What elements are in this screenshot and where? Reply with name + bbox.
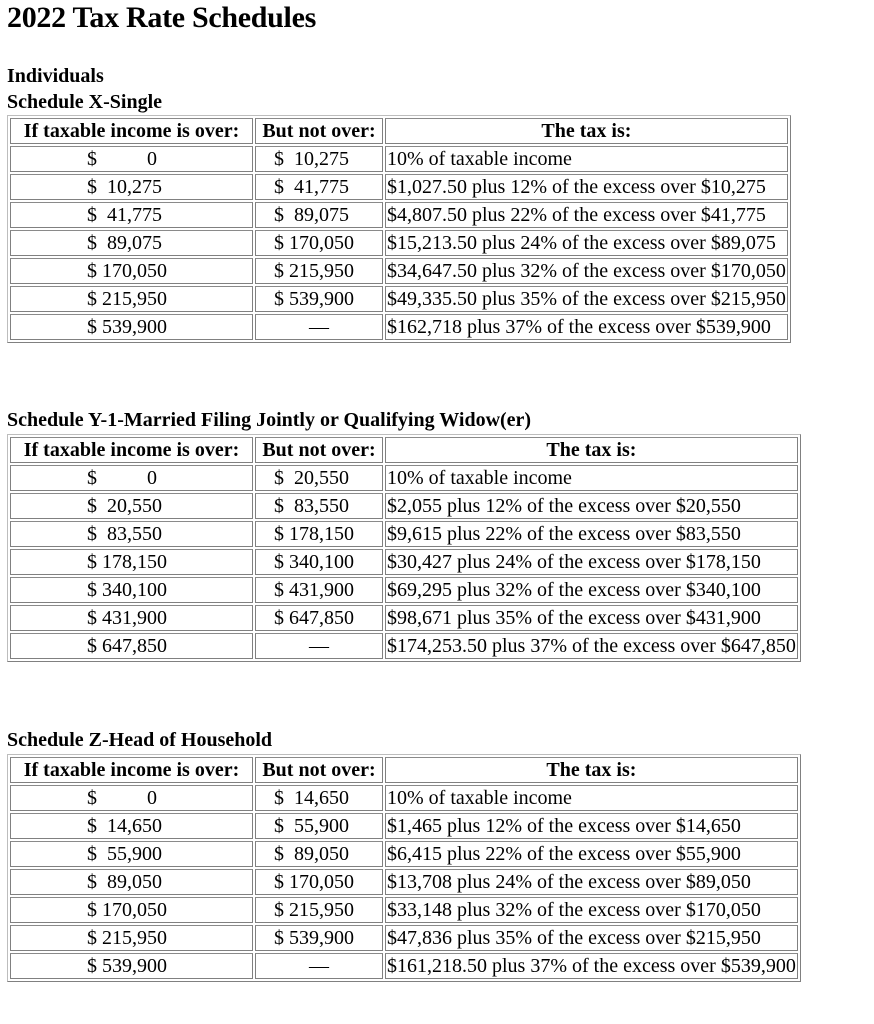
cell-not-over xyxy=(255,869,383,895)
table-row xyxy=(10,841,798,867)
cell-tax-is: 10% of taxable income xyxy=(385,146,788,172)
table-row xyxy=(10,577,798,603)
table-header-row xyxy=(10,757,798,783)
cell-not-over xyxy=(255,897,383,923)
cell-income-over xyxy=(10,314,253,340)
header-income-over: If taxable income is over: xyxy=(10,757,253,783)
cell-income-over xyxy=(10,521,253,547)
cell-income-over xyxy=(10,230,253,256)
cell-tax-is: $1,465 plus 12% of the excess over $14,650 xyxy=(385,813,798,839)
cell-tax-is: $2,055 plus 12% of the excess over $20,550 xyxy=(385,493,798,519)
table-header-row xyxy=(10,118,788,144)
cell-tax-is: $13,708 plus 24% of the excess over $89,050 xyxy=(385,869,798,895)
header-income-over: If taxable income is over: xyxy=(10,118,253,144)
income-over-value: $ 14,650 xyxy=(87,815,162,837)
not-over-value: $ 14,650 xyxy=(274,787,349,809)
table-row xyxy=(10,785,798,811)
cell-not-over xyxy=(255,493,383,519)
schedule-x-table xyxy=(7,115,791,343)
cell-income-over xyxy=(10,925,253,951)
table-row xyxy=(10,258,788,284)
income-over-value: $ 539,900 xyxy=(87,955,167,977)
table-header-row xyxy=(10,437,798,463)
income-over-value: $ 170,050 xyxy=(87,899,167,921)
not-over-value: $ 170,050 xyxy=(274,871,354,893)
cell-tax-is: $174,253.50 plus 37% of the excess over $647,850 xyxy=(387,635,796,657)
table-row xyxy=(10,493,798,519)
schedule-x-title: Schedule X-Single xyxy=(7,91,163,113)
cell-not-over xyxy=(255,286,383,312)
income-over-value: $ 10,275 xyxy=(87,176,162,198)
section-label-individuals: Individuals xyxy=(7,65,104,87)
income-over-value: $ 539,900 xyxy=(87,316,167,338)
page-title: 2022 Tax Rate Schedules xyxy=(7,1,316,34)
not-over-value: — xyxy=(309,635,329,657)
income-over-value: $ 0 xyxy=(87,467,157,489)
cell-not-over xyxy=(255,785,383,811)
not-over-value: $ 89,050 xyxy=(274,843,349,865)
table-row xyxy=(10,813,798,839)
not-over-value: $ 539,900 xyxy=(274,927,354,949)
income-over-value: $ 20,550 xyxy=(87,495,162,517)
table-row xyxy=(10,465,798,491)
cell-income-over xyxy=(10,841,253,867)
header-not-over: But not over: xyxy=(255,118,383,144)
cell-tax-is: $49,335.50 plus 35% of the excess over $215,950 xyxy=(387,288,786,310)
cell-tax-is: $161,218.50 plus 37% of the excess over $539,900 xyxy=(387,955,796,977)
not-over-value: $ 431,900 xyxy=(274,579,354,601)
cell-income-over xyxy=(10,813,253,839)
cell-not-over xyxy=(255,314,383,340)
income-over-value: $ 89,075 xyxy=(87,232,162,254)
not-over-value: $ 170,050 xyxy=(274,232,354,254)
cell-not-over xyxy=(255,953,383,979)
income-over-value: $ 170,050 xyxy=(87,260,167,282)
income-over-value: $ 340,100 xyxy=(87,579,167,601)
header-tax-is: The tax is: xyxy=(385,118,788,144)
cell-income-over xyxy=(10,897,253,923)
cell-not-over xyxy=(255,258,383,284)
cell-not-over xyxy=(255,521,383,547)
cell-tax-is: $9,615 plus 22% of the excess over $83,550 xyxy=(385,521,798,547)
not-over-value: $ 647,850 xyxy=(274,607,354,629)
not-over-value: $ 215,950 xyxy=(274,899,354,921)
table-row xyxy=(10,202,788,228)
cell-tax-is: 10% of taxable income xyxy=(385,785,798,811)
not-over-value: $ 20,550 xyxy=(274,467,349,489)
table-row xyxy=(10,230,788,256)
not-over-value: $ 215,950 xyxy=(274,260,354,282)
table-row xyxy=(10,286,788,312)
table-row xyxy=(10,521,798,547)
cell-tax-is: $30,427 plus 24% of the excess over $178,150 xyxy=(385,549,798,575)
header-income-over: If taxable income is over: xyxy=(10,437,253,463)
cell-tax-is: $15,213.50 plus 24% of the excess over $89,075 xyxy=(385,230,788,256)
table-row xyxy=(10,869,798,895)
cell-income-over xyxy=(10,785,253,811)
cell-not-over xyxy=(255,549,383,575)
not-over-value: $ 340,100 xyxy=(274,551,354,573)
cell-not-over xyxy=(255,146,383,172)
cell-not-over xyxy=(255,633,383,659)
cell-not-over xyxy=(255,605,383,631)
cell-not-over xyxy=(255,925,383,951)
cell-tax-is: $47,836 plus 35% of the excess over $215,950 xyxy=(385,925,798,951)
income-over-value: $ 0 xyxy=(87,787,157,809)
income-over-value: $ 178,150 xyxy=(87,551,167,573)
table-row xyxy=(10,897,798,923)
cell-tax-is: $1,027.50 plus 12% of the excess over $10,275 xyxy=(385,174,788,200)
income-over-value: $ 0 xyxy=(87,148,157,170)
schedule-y1-table xyxy=(7,434,801,662)
not-over-value: $ 539,900 xyxy=(274,288,354,310)
cell-income-over xyxy=(10,869,253,895)
table-row xyxy=(10,146,788,172)
table-row xyxy=(10,633,798,659)
table-row xyxy=(10,953,798,979)
not-over-value: $ 83,550 xyxy=(274,495,349,517)
cell-income-over xyxy=(10,549,253,575)
not-over-value: — xyxy=(309,316,329,338)
schedule-z-title: Schedule Z-Head of Household xyxy=(7,729,273,751)
cell-not-over xyxy=(255,813,383,839)
table-row xyxy=(10,925,798,951)
not-over-value: $ 178,150 xyxy=(274,523,354,545)
table-row xyxy=(10,174,788,200)
cell-not-over xyxy=(255,230,383,256)
not-over-value: $ 41,775 xyxy=(274,176,349,198)
income-over-value: $ 89,050 xyxy=(87,871,162,893)
income-over-value: $ 41,775 xyxy=(87,204,162,226)
cell-income-over xyxy=(10,202,253,228)
cell-income-over xyxy=(10,605,253,631)
income-over-value: $ 215,950 xyxy=(87,927,167,949)
table-row xyxy=(10,549,798,575)
header-not-over: But not over: xyxy=(255,437,383,463)
cell-income-over xyxy=(10,146,253,172)
schedule-y1-title: Schedule Y-1-Married Filing Jointly or Qualifying Widow(er) xyxy=(7,409,532,431)
income-over-value: $ 215,950 xyxy=(87,288,167,310)
cell-not-over xyxy=(255,465,383,491)
table-row xyxy=(10,314,788,340)
not-over-value: $ 10,275 xyxy=(274,148,349,170)
cell-income-over xyxy=(10,465,253,491)
cell-tax-is: $162,718 plus 37% of the excess over $539,900 xyxy=(385,314,788,340)
income-over-value: $ 647,850 xyxy=(87,635,167,657)
header-tax-is: The tax is: xyxy=(385,437,798,463)
header-tax-is: The tax is: xyxy=(385,757,798,783)
cell-tax-is: $6,415 plus 22% of the excess over $55,900 xyxy=(385,841,798,867)
cell-income-over xyxy=(10,577,253,603)
cell-income-over xyxy=(10,493,253,519)
income-over-value: $ 431,900 xyxy=(87,607,167,629)
cell-tax-is: 10% of taxable income xyxy=(385,465,798,491)
cell-income-over xyxy=(10,258,253,284)
table-row xyxy=(10,605,798,631)
not-over-value: $ 89,075 xyxy=(274,204,349,226)
cell-income-over xyxy=(10,953,253,979)
cell-tax-is: $34,647.50 plus 32% of the excess over $170,050 xyxy=(387,260,786,282)
not-over-value: — xyxy=(309,955,329,977)
cell-tax-is: $4,807.50 plus 22% of the excess over $41,775 xyxy=(385,202,788,228)
cell-not-over xyxy=(255,841,383,867)
not-over-value: $ 55,900 xyxy=(274,815,349,837)
cell-income-over xyxy=(10,286,253,312)
income-over-value: $ 83,550 xyxy=(87,523,162,545)
cell-income-over xyxy=(10,633,253,659)
cell-income-over xyxy=(10,174,253,200)
cell-not-over xyxy=(255,174,383,200)
cell-not-over xyxy=(255,577,383,603)
schedule-z-table xyxy=(7,754,801,982)
income-over-value: $ 55,900 xyxy=(87,843,162,865)
cell-tax-is: $33,148 plus 32% of the excess over $170,050 xyxy=(385,897,798,923)
cell-tax-is: $69,295 plus 32% of the excess over $340,100 xyxy=(385,577,798,603)
header-not-over: But not over: xyxy=(255,757,383,783)
cell-tax-is: $98,671 plus 35% of the excess over $431,900 xyxy=(385,605,798,631)
cell-not-over xyxy=(255,202,383,228)
